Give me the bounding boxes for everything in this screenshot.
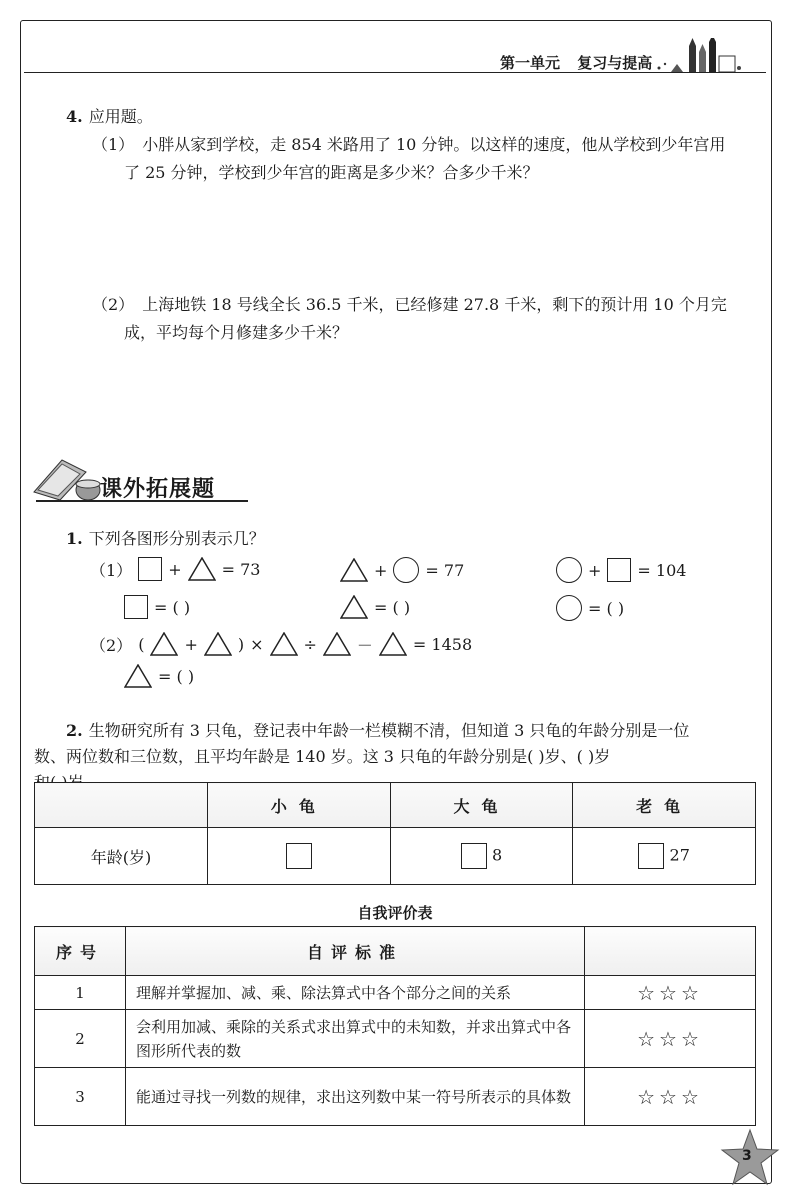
triangle-shape [379, 632, 407, 656]
table-header-cell: 老龟 [573, 783, 756, 828]
answer-box[interactable] [638, 843, 664, 869]
ex2-number: 2. [66, 721, 83, 740]
part2-result: = 1458 [412, 634, 473, 654]
q4-part2-text1: 上海地铁 18 号线全长 36.5 千米，已经修建 27.8 千米，剩下的预计用 10 个月完 [142, 295, 727, 314]
table-header-cell: 自评标准 [126, 927, 585, 976]
star-rating[interactable]: ☆☆☆ [585, 976, 756, 1010]
answer-box[interactable] [461, 843, 487, 869]
ex1-number: 1. [66, 529, 83, 548]
q4-part2-label: （2） [92, 295, 135, 314]
row-number: 3 [35, 1068, 126, 1126]
header-rule [24, 72, 766, 73]
row-number: 1 [35, 976, 126, 1010]
section-underline [36, 500, 248, 502]
ex1-eq3 [556, 557, 686, 583]
age-cell [390, 828, 573, 885]
table-header-cell: 大龟 [390, 783, 573, 828]
eval-title: 自我评价表 [357, 904, 433, 922]
q4-part1-label: （1） [92, 135, 135, 154]
row-number: 2 [35, 1010, 126, 1068]
open-paren: ( [138, 634, 145, 654]
q4-heading [66, 104, 153, 130]
times-sign: × [250, 634, 264, 654]
triangle-shape [124, 664, 152, 688]
running-header [500, 52, 664, 73]
triangle-shape [340, 558, 368, 582]
ex2-line1 [66, 718, 689, 744]
triangle-shape [340, 595, 368, 619]
row-criterion: 会利用加减、乘除的关系式求出算式中的未知数，并求出算式中各图形所代表的数 [126, 1010, 585, 1068]
table-header-cell: 序号 [35, 927, 126, 976]
answer-blank[interactable]: = ( ) [588, 598, 625, 618]
triangle-shape [204, 632, 232, 656]
ex1-title: 下列各图形分别表示几？ [88, 529, 265, 548]
page-number: 3 [742, 1148, 752, 1164]
ex2-line2: 数、两位数和三位数，且平均年龄是 140 岁。这 3 只龟的年龄分别是( )岁、( )岁 [34, 747, 611, 766]
ex2-text1: 生物研究所有 3 只龟，登记表中年龄一栏模糊不清，但知道 3 只龟的年龄分别是一位 [88, 721, 690, 740]
triangle-shape [150, 632, 178, 656]
pencils-icon [655, 38, 745, 74]
q4-part1-line2: 了 25 分钟，学校到少年宫的距离是多少米？合多少千米？ [124, 163, 539, 182]
answer-blank[interactable]: = ( ) [158, 666, 195, 686]
triangle-shape [323, 632, 351, 656]
triangle-shape [188, 557, 216, 581]
q4-title: 应用题。 [88, 107, 153, 126]
circle-shape [556, 595, 582, 621]
age-value: 27 [669, 845, 690, 865]
topic-label: 复习与提高 [577, 54, 653, 72]
table-header-row [35, 927, 756, 976]
row-criterion: 理解并掌握加、减、乘、除法算式中各个部分之间的关系 [126, 976, 585, 1010]
row-label: 年龄(岁) [35, 828, 208, 885]
ex1-part2-label: （2） [90, 635, 133, 655]
ex1-ans-square [124, 595, 190, 619]
ex1-eq2 [340, 557, 464, 583]
ex1-part2-eq [90, 632, 472, 656]
table-header-row [35, 783, 756, 828]
square-shape [138, 557, 162, 581]
eq3-result: = 104 [637, 560, 687, 580]
row-criterion: 能通过寻找一列数的规律，求出这列数中某一符号所表示的具体数 [126, 1068, 585, 1126]
table-header-cell [585, 927, 756, 976]
divide-sign: ÷ [303, 634, 317, 654]
section-title: 课外拓展题 [100, 477, 216, 502]
plus-sign: + [184, 634, 198, 654]
q4-part1-text1: 小胖从家到学校，走 854 米路用了 10 分钟。以这样的速度，他从学校到少年宫用 [142, 135, 726, 154]
ex1-heading [66, 526, 265, 552]
ex1-eq1 [90, 557, 260, 581]
q4-part2-line2: 成，平均每个月修建多少千米？ [124, 323, 349, 342]
square-shape [607, 558, 631, 582]
plus-sign: + [374, 560, 388, 580]
star-rating[interactable]: ☆☆☆ [585, 1010, 756, 1068]
table-row [35, 828, 756, 885]
ex1-ans-triangle [340, 595, 410, 619]
ex1-ans-part2 [124, 664, 194, 688]
plus-sign: + [168, 559, 182, 579]
turtle-age-table [34, 782, 756, 885]
ex1-ans-circle [556, 595, 624, 621]
ex1-part1-label: （1） [90, 560, 133, 580]
square-shape [124, 595, 148, 619]
age-value: 8 [491, 845, 503, 865]
q4-part1-line1 [92, 132, 725, 158]
minus-sign: － [356, 635, 373, 655]
q4-part2-line1 [92, 292, 727, 318]
circle-shape [393, 557, 419, 583]
circle-shape [556, 557, 582, 583]
eq2-result: = 77 [425, 560, 465, 580]
table-header-cell [35, 783, 208, 828]
age-cell [573, 828, 756, 885]
books-cup-icon [32, 452, 104, 502]
eq1-result: = 73 [221, 559, 261, 579]
close-paren: ) [237, 634, 245, 654]
answer-blank[interactable]: = ( ) [154, 597, 191, 617]
age-cell [208, 828, 391, 885]
plus-sign: + [588, 560, 602, 580]
table-header-cell: 小龟 [208, 783, 391, 828]
q4-number: 4. [66, 107, 83, 126]
table-row [35, 1068, 756, 1126]
table-row [35, 976, 756, 1010]
unit-label: 第一单元 [500, 54, 561, 72]
self-eval-table [34, 926, 756, 1126]
answer-blank[interactable]: = ( ) [374, 597, 411, 617]
star-rating[interactable]: ☆☆☆ [585, 1068, 756, 1126]
triangle-shape [270, 632, 298, 656]
table-row [35, 1010, 756, 1068]
answer-box[interactable] [286, 843, 312, 869]
